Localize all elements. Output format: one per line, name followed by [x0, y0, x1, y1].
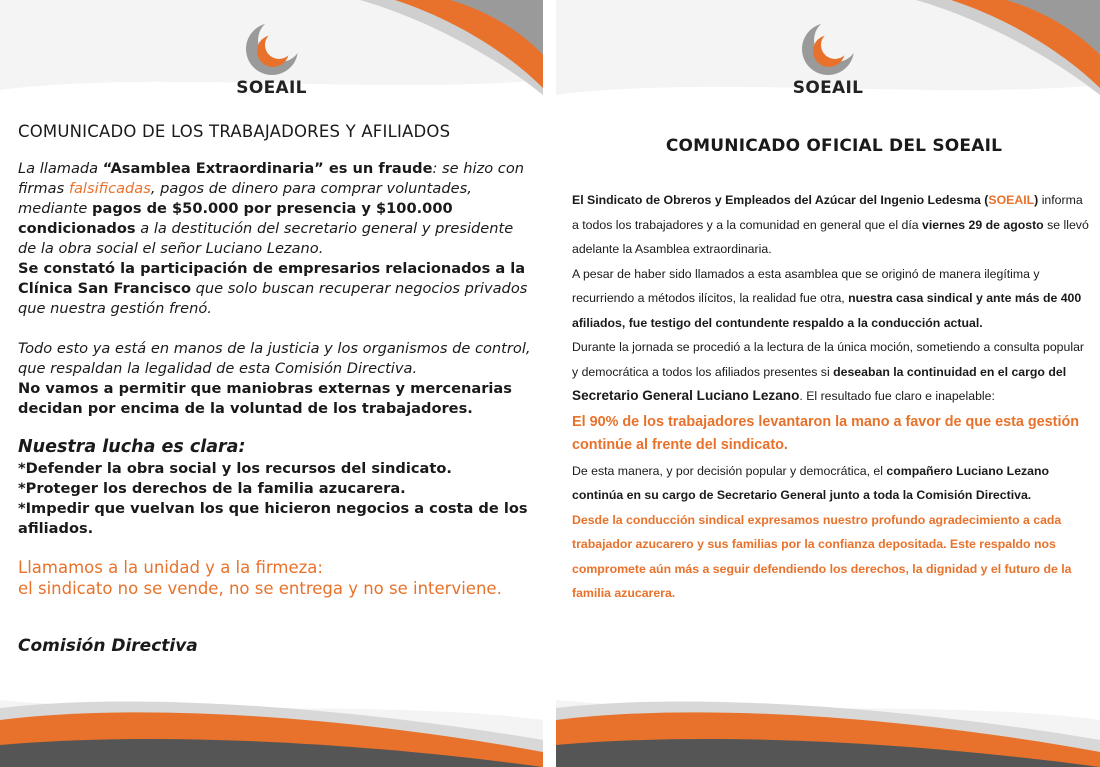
left-call-to-action — [18, 557, 533, 599]
left-heading: Nuestra lucha es clara: — [18, 437, 246, 457]
left-body — [18, 122, 533, 656]
text-run: , pagos de dinero para comprar voluntades, mediante — [18, 180, 472, 217]
text-run-bold: Secretario General Luciano Lezano — [572, 388, 800, 403]
left-list — [18, 459, 533, 539]
text-run-highlight: falsificadas — [68, 180, 151, 197]
text-run-bold: nuestra casa sindical y ante más de 400 afiliados, fue testigo del contundente respaldo a la conducción actual. — [572, 291, 1082, 330]
text-run-bold: ) — [1034, 193, 1039, 207]
left-paragraph-1 — [18, 159, 533, 319]
right-paragraph-3 — [572, 335, 1092, 409]
text-run: a la destitución del secretario general y presidente de la obra social el señor Luciano Lezano. — [18, 220, 514, 257]
crescent-moon-icon — [244, 18, 300, 76]
left-paragraph-2 — [18, 339, 533, 419]
call-line: el sindicato no se vende, no se entrega y no se interviene. — [18, 579, 502, 598]
right-title: COMUNICADO OFICIAL DEL SOEAIL — [665, 136, 1003, 156]
text-run: La llamada — [18, 160, 103, 177]
text-run-bold: viernes 29 de agosto — [922, 217, 1044, 232]
text-run: Durante la jornada se procedió a la lectura de la única moción, sometiendo a consulta popular y democrática a todos los afiliados presentes si — [572, 340, 1085, 379]
text-run-bold: deseaban la continuidad en el cargo del — [833, 364, 1067, 379]
text-run-bold: pagos de $50.000 por presencia y $100.000 condicionados — [18, 200, 453, 237]
right-paragraph-1 — [572, 188, 1092, 262]
crescent-moon-icon — [800, 18, 856, 76]
left-title: COMUNICADO DE LOS TRABAJADORES Y AFILIADOS — [18, 122, 451, 141]
right-highlight: El 90% de los trabajadores levantaron la mano a favor de que esta gestión continúe al frente del sindicato. — [572, 413, 1080, 453]
text-run: : se hizo con firmas — [18, 160, 525, 197]
left-signature: Comisión Directiva — [18, 636, 198, 656]
right-paragraph-4 — [572, 459, 1092, 508]
text-run: A pesar de haber sido llamados a esta asamblea que se originó de manera ilegítima y recurriendo a métodos ilícitos, la realidad fue otra, — [572, 266, 1040, 305]
text-run: que solo buscan recuperar negocios privados que nuestra gestión frenó. — [18, 280, 528, 317]
logo-text: SOEAIL — [792, 78, 864, 98]
text-run-bold: Se constató la participación de empresarios relacionados a la Clínica San Francisco — [18, 260, 526, 297]
text-run: informa a todos los trabajadores y a la comunidad en general que el día — [572, 193, 1083, 232]
text-run-bold: El Sindicato de Obreros y Empleados del Azúcar del Ingenio Ledesma ( — [572, 193, 989, 207]
list-item: *Impedir que vuelvan los que hicieron negocios a costa de los afiliados. — [18, 500, 528, 537]
text-run-bold: compañero Luciano Lezano continúa en su cargo de Secretario General junto a toda la Comisión Directiva. — [572, 463, 1050, 502]
text-run-bold: No vamos a permitir que maniobras externas y mercenarias decidan por encima de la voluntad de los trabajadores. — [18, 380, 512, 417]
list-item: *Proteger los derechos de la familia azucarera. — [18, 480, 406, 497]
text-run: De esta manera, y por decisión popular y democrática, el — [572, 463, 887, 478]
text-run: se llevó adelante la Asamblea extraordinaria. — [572, 217, 1089, 256]
right-closing: Desde la conducción sindical expresamos nuestro profundo agradecimiento a cada trabajador azucarero y sus familias por la confianza depositada. Este respaldo nos compromete aún más a seguir defendiendo los derechos, la dignidad y el futuro de la familia azucarera. — [572, 512, 1072, 600]
text-run: . El resultado fue claro e inapelable: — [799, 389, 995, 403]
list-item: *Defender la obra social y los recursos del sindicato. — [18, 460, 452, 477]
soeail-logo — [227, 18, 317, 98]
left-flyer — [0, 0, 543, 767]
right-body — [572, 136, 1092, 606]
logo-text: SOEAIL — [236, 78, 307, 98]
call-line: Llamamos a la unidad y a la firmeza: — [18, 558, 323, 577]
text-run-bold: “Asamblea Extraordinaria” es un fraude — [102, 160, 433, 177]
text-run: Todo esto ya está en manos de la justicia y los organismos de control, que respaldan la legalidad de esta Comisión Directiva. — [18, 340, 531, 377]
text-run-highlight: SOEAIL — [988, 193, 1035, 207]
soeail-logo — [783, 18, 873, 98]
right-paragraph-2 — [572, 262, 1092, 336]
right-flyer — [556, 0, 1100, 767]
